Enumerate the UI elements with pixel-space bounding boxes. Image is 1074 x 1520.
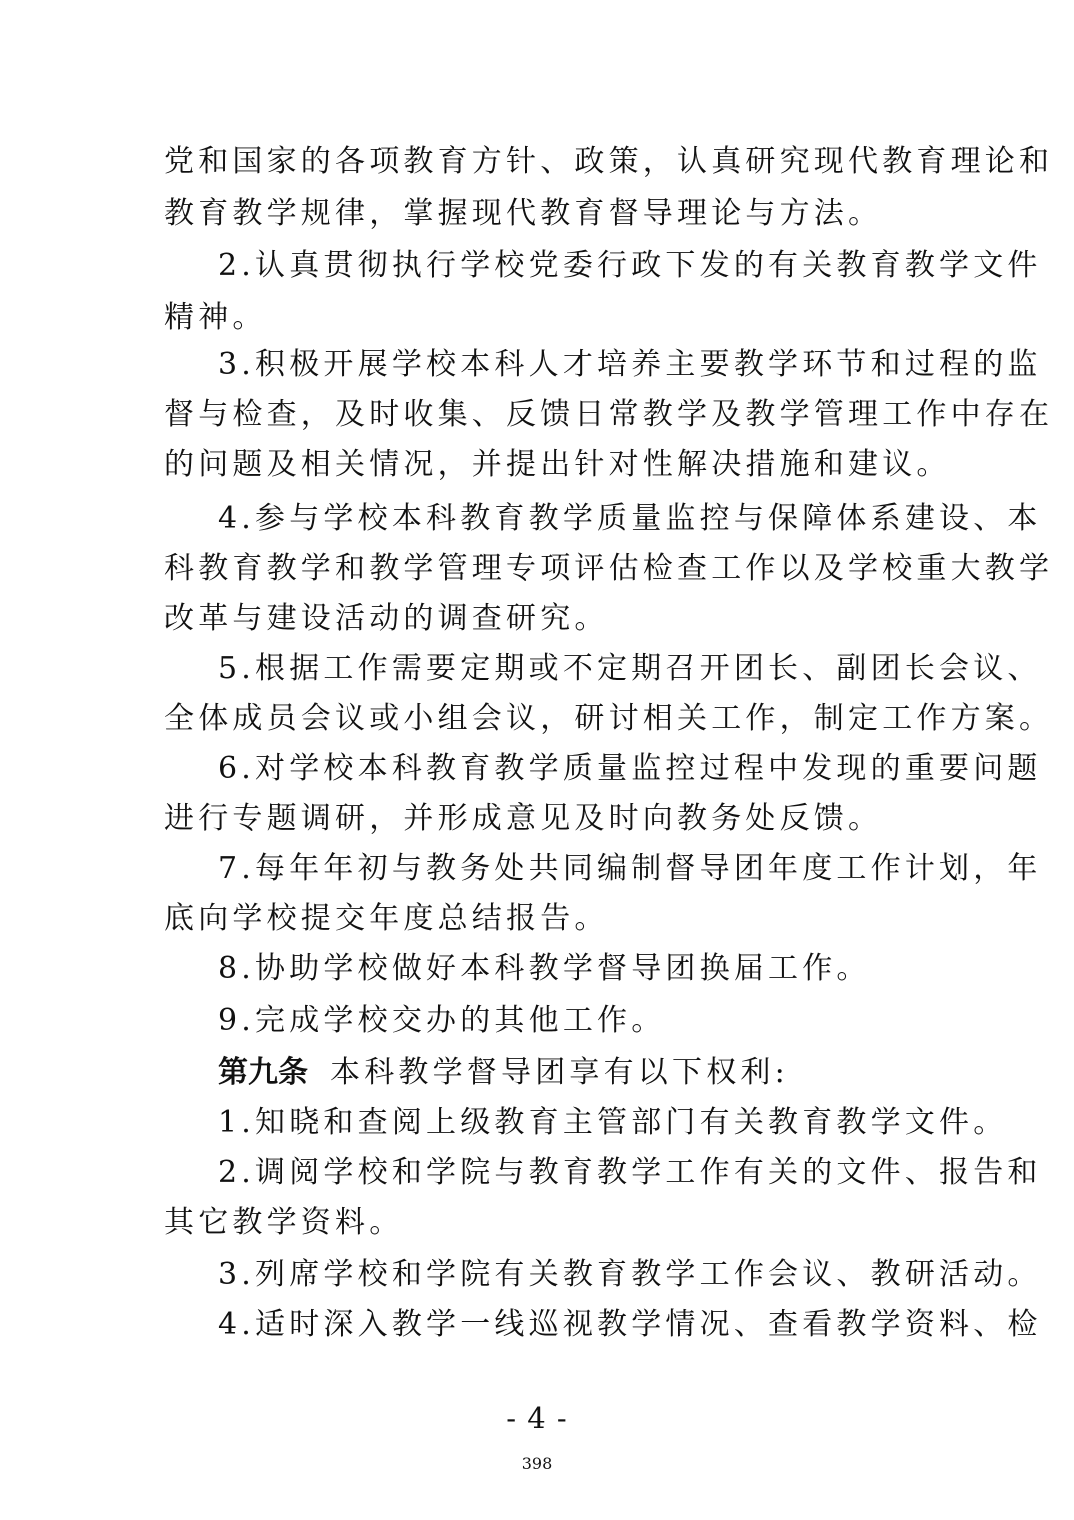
paragraph-line: 进行专题调研，并形成意见及时向教务处反馈。: [164, 801, 883, 836]
duty-item-4: 4.参与学校本科教育教学质量监控与保障体系建设、本: [218, 501, 1042, 536]
paragraph-line: 改革与建设活动的调查研究。: [164, 601, 609, 636]
duty-item-3: 3.积极开展学校本科人才培养主要教学环节和过程的监: [218, 347, 1042, 382]
paragraph-line: 党和国家的各项教育方针、政策，认真研究现代教育理论和: [164, 144, 1054, 179]
duty-item-9: 9.完成学校交办的其他工作。: [218, 1003, 666, 1038]
duty-item-2: 2.认真贯彻执行学校党委行政下发的有关教育教学文件: [218, 248, 1042, 283]
paragraph-line: 精神。: [164, 300, 267, 335]
paragraph-line: 底向学校提交年度总结报告。: [164, 901, 609, 936]
right-item-1: 1.知晓和查阅上级教育主管部门有关教育教学文件。: [218, 1105, 1008, 1140]
duty-item-6: 6.对学校本科教育教学质量监控过程中发现的重要问题: [218, 751, 1042, 786]
duty-item-7: 7.每年年初与教务处共同编制督导团年度工作计划，年: [218, 851, 1042, 886]
paragraph-line: 其它教学资料。: [164, 1205, 404, 1240]
paragraph-line: 全体成员会议或小组会议，研讨相关工作，制定工作方案。: [164, 701, 1054, 736]
paragraph-line: 科教育教学和教学管理专项评估检查工作以及学校重大教学: [164, 551, 1054, 586]
right-item-2: 2.调阅学校和学院与教育教学工作有关的文件、报告和: [218, 1155, 1042, 1190]
article-heading: 第九条: [218, 1055, 308, 1090]
scan-number: 398: [521, 1454, 553, 1473]
paragraph-line: 督与检查，及时收集、反馈日常教学及教学管理工作中存在: [164, 397, 1054, 432]
article-text: 本科教学督导团享有以下权利:: [330, 1055, 789, 1090]
page-number: - 4 -: [506, 1401, 568, 1435]
right-item-4: 4.适时深入教学一线巡视教学情况、查看教学资料、检: [218, 1307, 1042, 1342]
paragraph-line: 教育教学规律，掌握现代教育督导理论与方法。: [164, 196, 883, 231]
duty-item-5: 5.根据工作需要定期或不定期召开团长、副团长会议、: [218, 651, 1042, 686]
duty-item-8: 8.协助学校做好本科教学督导团换届工作。: [218, 951, 871, 986]
right-item-3: 3.列席学校和学院有关教育教学工作会议、教研活动。: [218, 1257, 1042, 1292]
paragraph-line: 的问题及相关情况，并提出针对性解决措施和建议。: [164, 447, 951, 482]
